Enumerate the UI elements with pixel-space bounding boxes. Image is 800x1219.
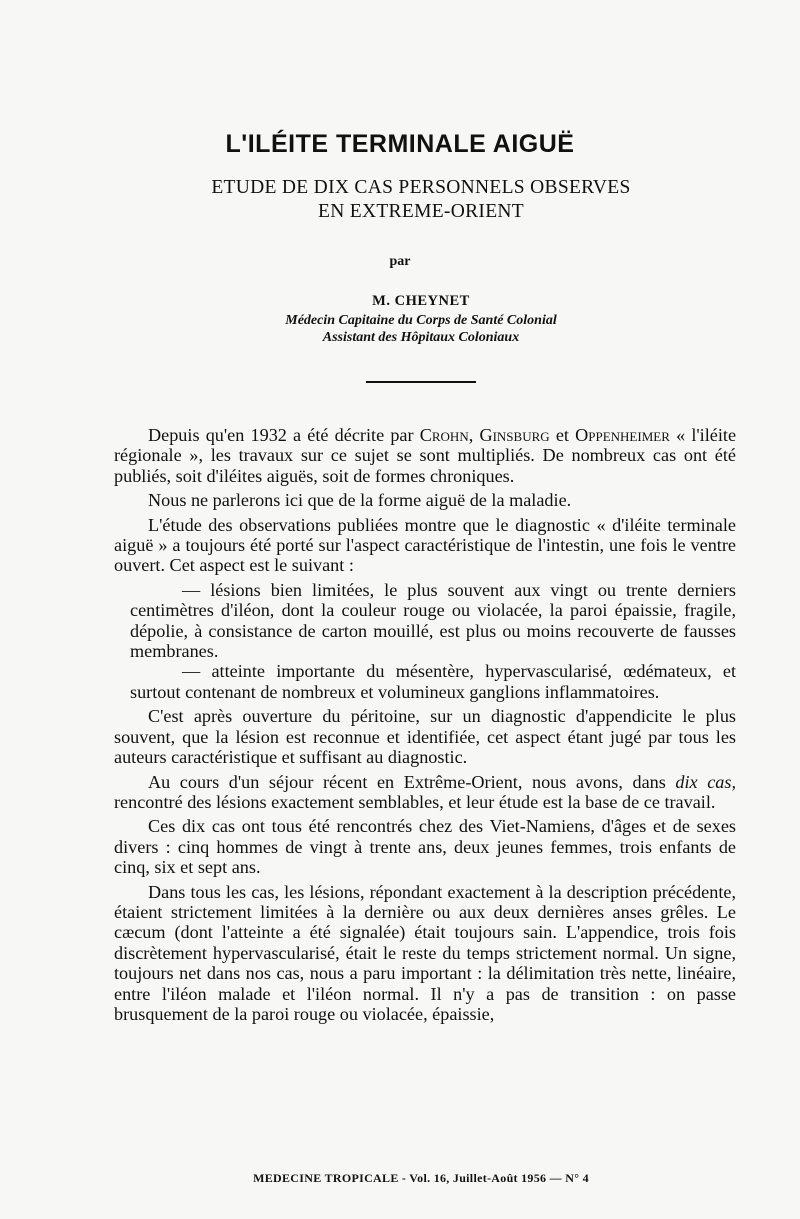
paragraph-7-emphasis: dix cas,: [675, 771, 737, 792]
author-name: M. CHEYNET: [372, 293, 470, 309]
paragraph-4-list-item: — lésions bien limitées, le plus souvent aux vingt ou trente derniers centimètres d'iléon, dont la couleur rouge ou violacée, la paroi épaissie, fragile, dépolie, à consistance de carton mouillé, est plus ou moins recouverte de fausses membranes.: [130, 579, 736, 662]
paragraph-3: L'étude des observations publiées montre que le diagnostic « d'iléite terminale aiguë » a toujours été porté sur l'aspect caractéristique de l'intestin, une fois le ventre ouvert. Cet aspect est le suivant :: [114, 514, 736, 576]
paragraph-1-text-b: ,: [468, 425, 480, 445]
article-body: [114, 425, 736, 1028]
header-divider: [366, 381, 476, 383]
paragraph-1-text-a: Depuis qu'en 1932 a été décrite par: [148, 425, 420, 445]
author-ref-ginsburg: Ginsburg: [479, 425, 550, 445]
paragraph-7: [114, 772, 736, 813]
article-subtitle-line-2: EN EXTREME-ORIENT: [317, 201, 525, 222]
author-ref-crohn: Crohn: [419, 425, 469, 445]
journal-footer: MEDECINE TROPICALE - Vol. 16, Juillet-Août 1956 — N° 4: [253, 1171, 589, 1185]
paragraph-6: C'est après ouverture du péritoine, sur un diagnostic d'appendicite le plus souvent, que la lésion est reconnue et identifiée, cet aspect étant jugé par tous les auteurs caractéristique et suffisant au diagnostic.: [114, 706, 736, 768]
paragraph-1-text-c: et: [549, 425, 576, 445]
article-title: L'ILÉITE TERMINALE AIGUË: [225, 130, 575, 158]
paragraph-1-text-d: « l'iléite régionale », les travaux sur ce sujet se sont multipliés. De nombreux cas ont été publiés, soit d'iléites aiguës, soit de formes chroniques.: [114, 425, 737, 486]
byline-par: par: [389, 254, 411, 269]
paragraph-8: Ces dix cas ont tous été rencontrés chez des Viet-Namiens, d'âges et de sexes divers : cinq hommes de vingt à trente ans, deux jeunes femmes, trois enfants de cinq, six et sept ans.: [114, 816, 736, 878]
paragraph-9: Dans tous les cas, les lésions, répondant exactement à la description précédente, étaient strictement limitées à la dernière ou aux deux dernières anses grêles. Le cæcum (dont l'atteinte a été signalée) était toujours sain. L'appendice, trois fois discrètement hypervascularisé, était le reste du temps strictement normal. Un signe, toujours net dans nos cas, nous a paru important : la délimitation très nette, linéaire, entre l'iléon malade et l'iléon normal. Il n'y a pas de transition : on passe brusquement de la paroi rouge ou violacée, épaissie,: [114, 881, 736, 1024]
article-subtitle-line-1: ETUDE DE DIX CAS PERSONNELS OBSERVES: [211, 177, 631, 198]
paragraph-1: [114, 425, 736, 486]
paragraph-2: Nous ne parlerons ici que de la forme aiguë de la maladie.: [148, 490, 572, 511]
author-affiliation-line-1: Médecin Capitaine du Corps de Santé Colonial: [285, 313, 557, 328]
paragraph-7-text-a: Au cours d'un séjour récent en Extrême-Orient, nous avons, dans: [148, 771, 676, 792]
author-affiliation-line-2: Assistant des Hôpitaux Coloniaux: [322, 330, 520, 345]
paragraph-5-list-item: — atteinte importante du mésentère, hypervascularisé, œdémateux, et surtout contenant de nombreux et volumineux ganglions inflammatoires.: [130, 661, 736, 702]
author-ref-oppenheimer: Oppenheimer: [575, 425, 670, 445]
paragraph-7-text-b: rencontré des lésions exactement semblables, et leur étude est la base de ce travail.: [114, 791, 716, 812]
